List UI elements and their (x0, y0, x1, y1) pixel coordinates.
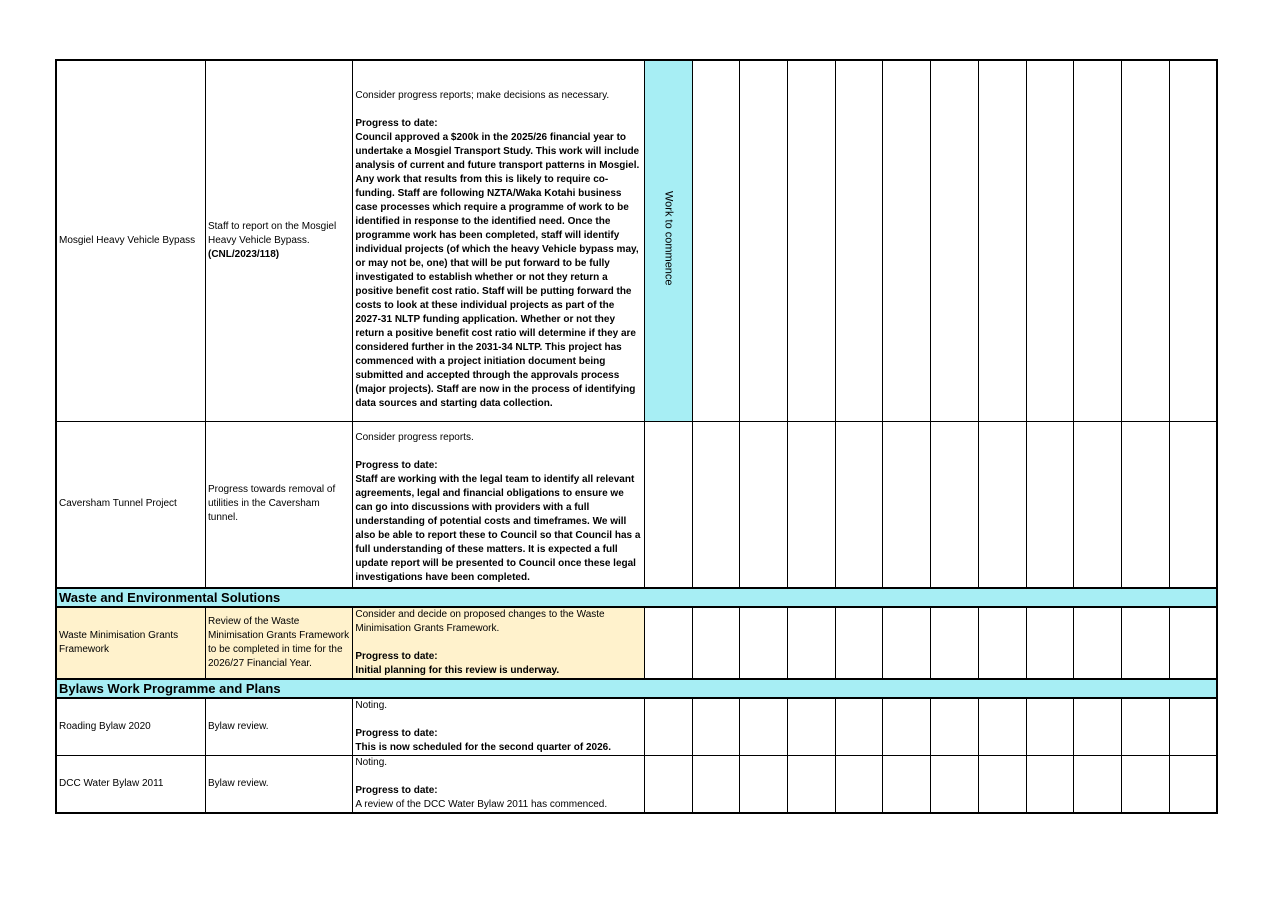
month-cell (931, 421, 979, 588)
work-programme-table (55, 59, 1218, 814)
month-cell (1169, 60, 1217, 421)
table-row (56, 421, 1217, 588)
month-cell (931, 607, 979, 679)
section-title-waste: Waste and Environmental Solutions (56, 588, 1217, 607)
month-cell (1169, 607, 1217, 679)
month-cell (931, 756, 979, 814)
month-cell (883, 607, 931, 679)
table-row (56, 607, 1217, 679)
month-cell (692, 756, 740, 814)
month-cell (740, 60, 788, 421)
month-cell (740, 421, 788, 588)
month-cell (835, 60, 883, 421)
month-cell (1026, 60, 1074, 421)
month-cell (788, 698, 836, 756)
month-cell (1169, 698, 1217, 756)
month-cell (644, 607, 692, 679)
month-cell (788, 421, 836, 588)
month-cell (740, 756, 788, 814)
month-cell (1121, 421, 1169, 588)
action-text: Bylaw review. (205, 698, 352, 756)
description-intro: Consider progress reports. (355, 431, 474, 443)
month-cell (883, 756, 931, 814)
description-intro: Consider and decide on proposed changes to the Waste Minimisation Grants Framework. (355, 609, 605, 634)
month-cell (1074, 756, 1122, 814)
progress-label: Progress to date: (355, 117, 438, 129)
month-cell (1121, 60, 1169, 421)
description-cell (353, 756, 645, 814)
month-cell (644, 421, 692, 588)
progress-text: A review of the DCC Water Bylaw 2011 has commenced. (355, 799, 608, 810)
month-cell (1026, 607, 1074, 679)
table-row (56, 756, 1217, 814)
month-cell (1026, 756, 1074, 814)
month-cell (1074, 698, 1122, 756)
month-cell (835, 421, 883, 588)
month-cell (740, 698, 788, 756)
month-cell (1121, 607, 1169, 679)
month-cell (835, 698, 883, 756)
progress-label: Progress to date: (355, 459, 438, 471)
month-cell (740, 607, 788, 679)
month-cell (788, 607, 836, 679)
month-cell (835, 756, 883, 814)
month-cell (788, 756, 836, 814)
month-cell (978, 756, 1026, 814)
month-cell (931, 698, 979, 756)
progress-label: Progress to date: (355, 785, 438, 796)
month-cell (931, 60, 979, 421)
progress-text: This is now scheduled for the second quarter of 2026. (355, 742, 611, 753)
month-cell (978, 60, 1026, 421)
progress-text: Initial planning for this review is underway. (355, 665, 560, 676)
month-cell (692, 60, 740, 421)
action-text: Review of the Waste Minimisation Grants Framework to be completed in time for the 2026/27 Financial Year. (205, 607, 352, 679)
month-cell (1074, 60, 1122, 421)
month-cell (788, 60, 836, 421)
month-cell (692, 698, 740, 756)
action-cell (205, 60, 352, 421)
action-text: Progress towards removal of utilities in the Caversham tunnel. (205, 421, 352, 588)
action-text: Staff to report on the Mosgiel Heavy Vehicle Bypass. (207, 220, 337, 246)
month-cell (1169, 421, 1217, 588)
description-intro: Noting. (355, 757, 388, 768)
description-intro: Noting. (355, 700, 388, 711)
description-cell (353, 698, 645, 756)
section-header (56, 588, 1217, 607)
section-header (56, 679, 1217, 698)
action-reference: (CNL/2023/118) (207, 248, 280, 260)
progress-text: Staff are working with the legal team to identify all relevant agreements, legal and financial obligations to ensure we can go into discussions with providers with a full understanding of potential costs and timeframes. We will also be able to report these to Council so that Council has a full understanding of these matters. It is expected a full update report will be presented to Council once these legal investigations have been completed. (355, 473, 641, 583)
table-row (56, 698, 1217, 756)
description-intro: Consider progress reports; make decisions as necessary. (355, 89, 610, 101)
project-name: DCC Water Bylaw 2011 (56, 756, 205, 814)
month-cell (1121, 756, 1169, 814)
section-title-bylaws: Bylaws Work Programme and Plans (56, 679, 1217, 698)
month-cell (1169, 756, 1217, 814)
month-cell (692, 421, 740, 588)
project-name: Mosgiel Heavy Vehicle Bypass (56, 60, 205, 421)
month-cell (1074, 607, 1122, 679)
status-cell (644, 60, 692, 421)
month-cell (644, 756, 692, 814)
description-cell (353, 607, 645, 679)
table-row (56, 60, 1217, 421)
month-cell (883, 60, 931, 421)
project-name: Caversham Tunnel Project (56, 421, 205, 588)
month-cell (978, 698, 1026, 756)
progress-label: Progress to date: (355, 651, 438, 662)
status-text: Work to commence (662, 190, 675, 286)
month-cell (835, 607, 883, 679)
month-cell (1026, 698, 1074, 756)
description-cell (353, 421, 645, 588)
description-cell (353, 60, 645, 421)
project-name: Roading Bylaw 2020 (56, 698, 205, 756)
month-cell (644, 698, 692, 756)
month-cell (1121, 698, 1169, 756)
month-cell (883, 698, 931, 756)
month-cell (978, 421, 1026, 588)
progress-text: Council approved a $200k in the 2025/26 financial year to undertake a Mosgiel Transport Study. This work will include analysis of current and future transport patterns in Mosgiel. Any work that results from this is likely to require co-funding. Staff are following NZTA/Waka Kotahi business case processes which require a programme of work to be identified in response to the identified need. Once the programme work has been completed, staff will identify individual projects (of which the heavy Vehicle bypass may, or may not be, one) that will be put forward to be fully investigated to establish whether or not they return a positive benefit cost ratio. Staff will be putting forward the costs to look at these individual projects as part of the 2027-31 NLTP funding application. Whether or not they return a positive benefit cost ratio will determine if they are considered further in the 2031-34 NLTP. This project has commenced with a project initiation document being submitted and accepted through the approvals process (major projects). Staff are now in the process of identifying data sources and starting data collection. (355, 131, 640, 409)
month-cell (883, 421, 931, 588)
month-cell (978, 607, 1026, 679)
month-cell (1026, 421, 1074, 588)
action-text: Bylaw review. (205, 756, 352, 814)
month-cell (1074, 421, 1122, 588)
progress-label: Progress to date: (355, 728, 438, 739)
project-name: Waste Minimisation Grants Framework (56, 607, 205, 679)
month-cell (692, 607, 740, 679)
